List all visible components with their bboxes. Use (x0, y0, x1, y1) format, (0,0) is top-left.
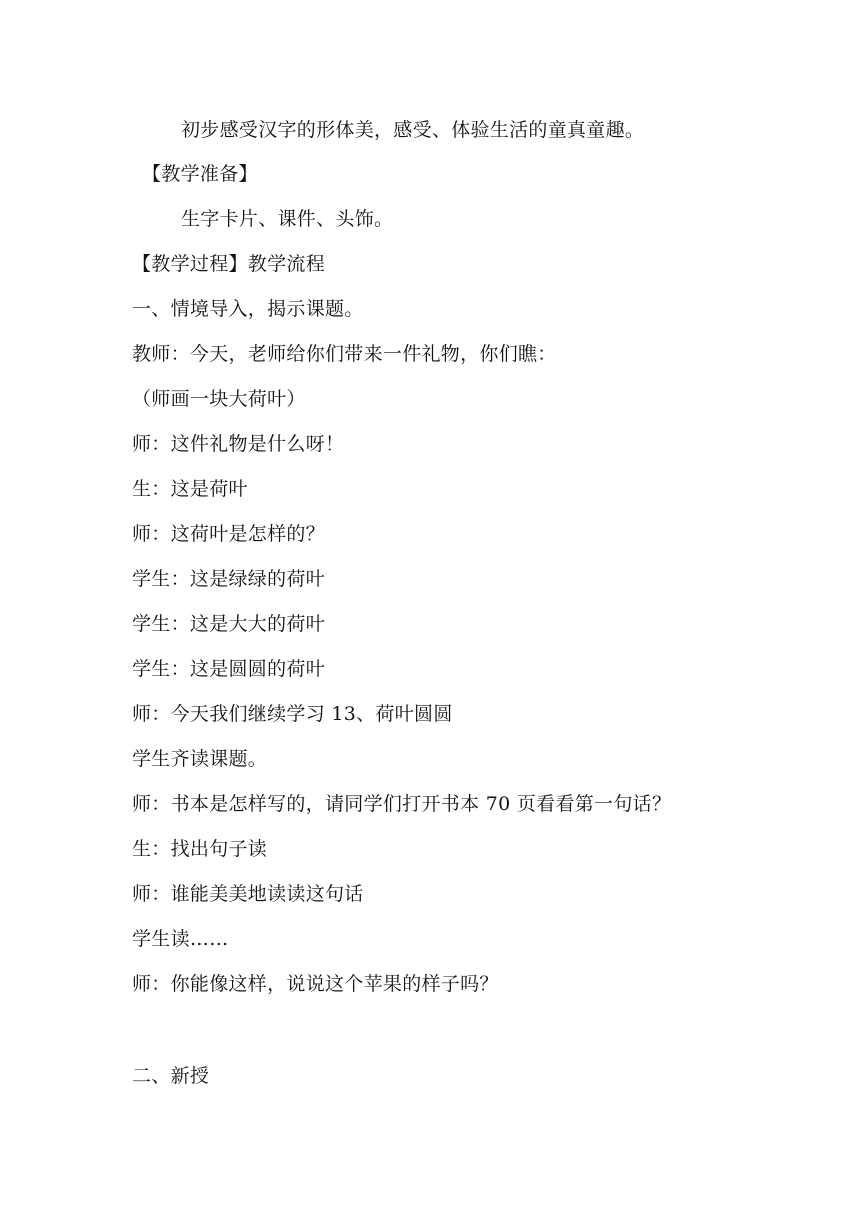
dialogue-line: 教师：今天，老师给你们带来一件礼物，你们瞧： (132, 343, 557, 365)
dialogue-line: 师：谁能美美地读读这句话 (132, 883, 364, 905)
dialogue-line: 学生齐读课题。 (132, 748, 268, 770)
dialogue-line: 学生：这是大大的荷叶 (132, 613, 326, 635)
dialogue-line: 师：书本是怎样写的，请同学们打开书本 70 页看看第一句话？ (132, 793, 672, 815)
dialogue-line: 学生读…… (132, 928, 229, 950)
stage-direction: （师画一块大荷叶） (132, 388, 306, 410)
dialogue-line: 师：这件礼物是什么呀！ (132, 433, 345, 455)
dialogue-line: 生：找出句子读 (132, 838, 268, 860)
dialogue-line: 师：这荷叶是怎样的？ (132, 523, 326, 545)
section-heading-process: 【教学过程】教学流程 (132, 253, 326, 275)
objective-line: 初步感受汉字的形体美，感受、体验生活的童真童趣。 (181, 119, 645, 141)
step-heading-new-lesson: 二、新授 (132, 1065, 210, 1087)
preparation-materials: 生字卡片、课件、头饰。 (181, 208, 394, 230)
dialogue-line: 师：你能像这样，说说这个苹果的样子吗？ (132, 973, 499, 995)
dialogue-line: 师：今天我们继续学习 13、荷叶圆圆 (132, 703, 453, 725)
dialogue-line: 生：这是荷叶 (132, 478, 248, 500)
step-heading-introduction: 一、情境导入，揭示课题。 (132, 298, 364, 320)
dialogue-line: 学生：这是绿绿的荷叶 (132, 568, 326, 590)
dialogue-line: 学生：这是圆圆的荷叶 (132, 658, 326, 680)
section-heading-preparation: 【教学准备】 (142, 163, 258, 185)
